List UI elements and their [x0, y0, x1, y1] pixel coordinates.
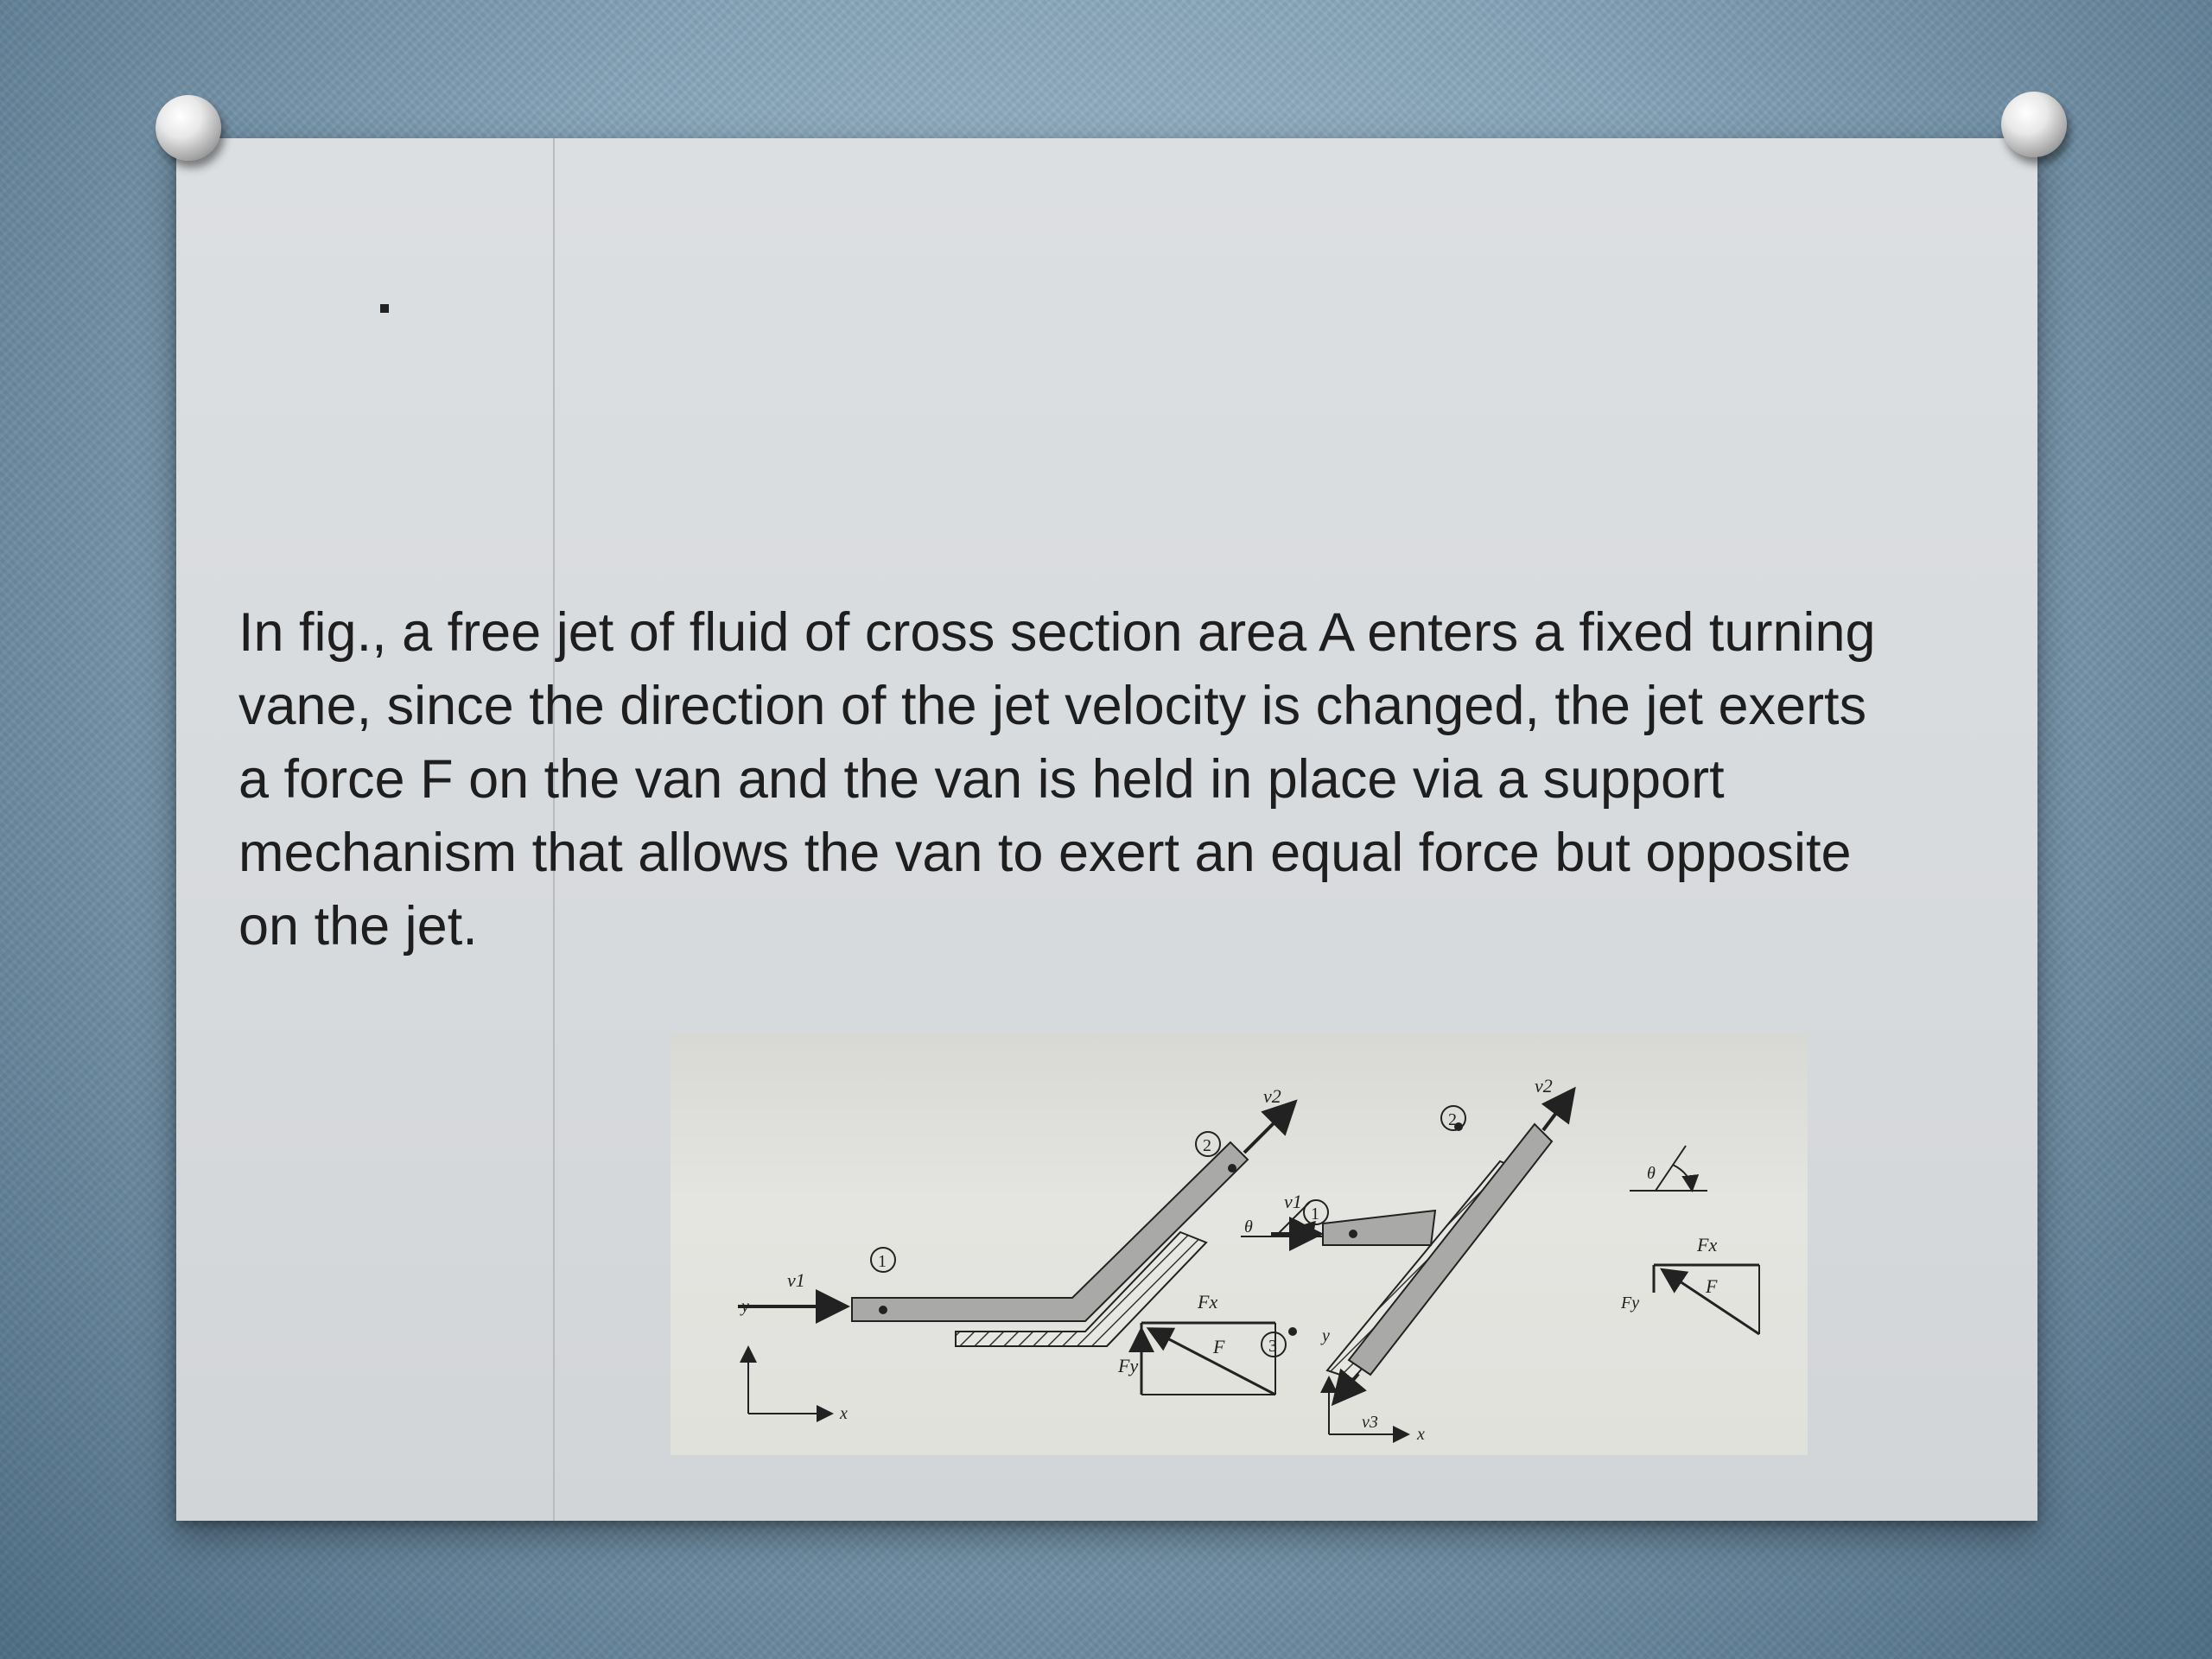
- jet-stream: [852, 1142, 1248, 1321]
- section-3-point: [1288, 1327, 1297, 1336]
- left-diagram: [738, 1085, 1323, 1423]
- turning-vane-figure: [671, 1033, 1808, 1455]
- v2-label: v2: [1535, 1075, 1553, 1096]
- y-axis-label: y: [741, 1297, 749, 1316]
- section-1-label: 1: [878, 1252, 887, 1271]
- fy-label: Fy: [1118, 1355, 1139, 1376]
- fx-label: Fx: [1198, 1291, 1218, 1313]
- outlet-arrow: [1244, 1104, 1293, 1153]
- angle-arc: [1673, 1165, 1692, 1189]
- angle-vane-line: [1656, 1146, 1686, 1191]
- v1-label: v1: [787, 1269, 805, 1291]
- jet-diagonal-stream: [1349, 1124, 1552, 1375]
- right-diagram: [1262, 1075, 1759, 1444]
- section-2-point: [1228, 1164, 1236, 1173]
- jet-inlet-branch: [1323, 1211, 1435, 1245]
- bullet-marker: [380, 304, 389, 313]
- y-axis-label: y: [1322, 1326, 1330, 1345]
- section-3-label: 3: [1268, 1337, 1277, 1356]
- x-axis-label: x: [1417, 1425, 1425, 1444]
- pushpin-icon: [156, 95, 221, 161]
- outlet-up-arrow: [1543, 1092, 1572, 1130]
- v3-label: v3: [1362, 1413, 1378, 1432]
- x-axis-label: x: [840, 1404, 848, 1423]
- section-1-point: [879, 1306, 887, 1314]
- force-label: F: [1706, 1275, 1718, 1297]
- theta-label: θ: [1647, 1164, 1656, 1183]
- pushpin-icon: [2001, 92, 2067, 157]
- v1-label: v1: [1284, 1191, 1302, 1212]
- v2-label: v2: [1263, 1085, 1281, 1107]
- force-label: F: [1213, 1336, 1225, 1357]
- fx-label: Fx: [1697, 1234, 1718, 1255]
- section-2-label: 2: [1448, 1110, 1457, 1129]
- section-1-label: 1: [1311, 1205, 1319, 1224]
- fy-label: Fy: [1621, 1294, 1640, 1313]
- turning-vane-diagram: [671, 1033, 1808, 1455]
- section-2-label: 2: [1203, 1136, 1211, 1155]
- theta-label: θ: [1244, 1217, 1253, 1236]
- slide-paragraph: In fig., a free jet of fluid of cross section area A enters a fixed turning vane, since the direction of the jet velocity is changed, the jet exerts a force F on the van and the van is held in place via a support mechanism that allows the van to exert an equal force but opposite on the jet.: [238, 602, 1876, 957]
